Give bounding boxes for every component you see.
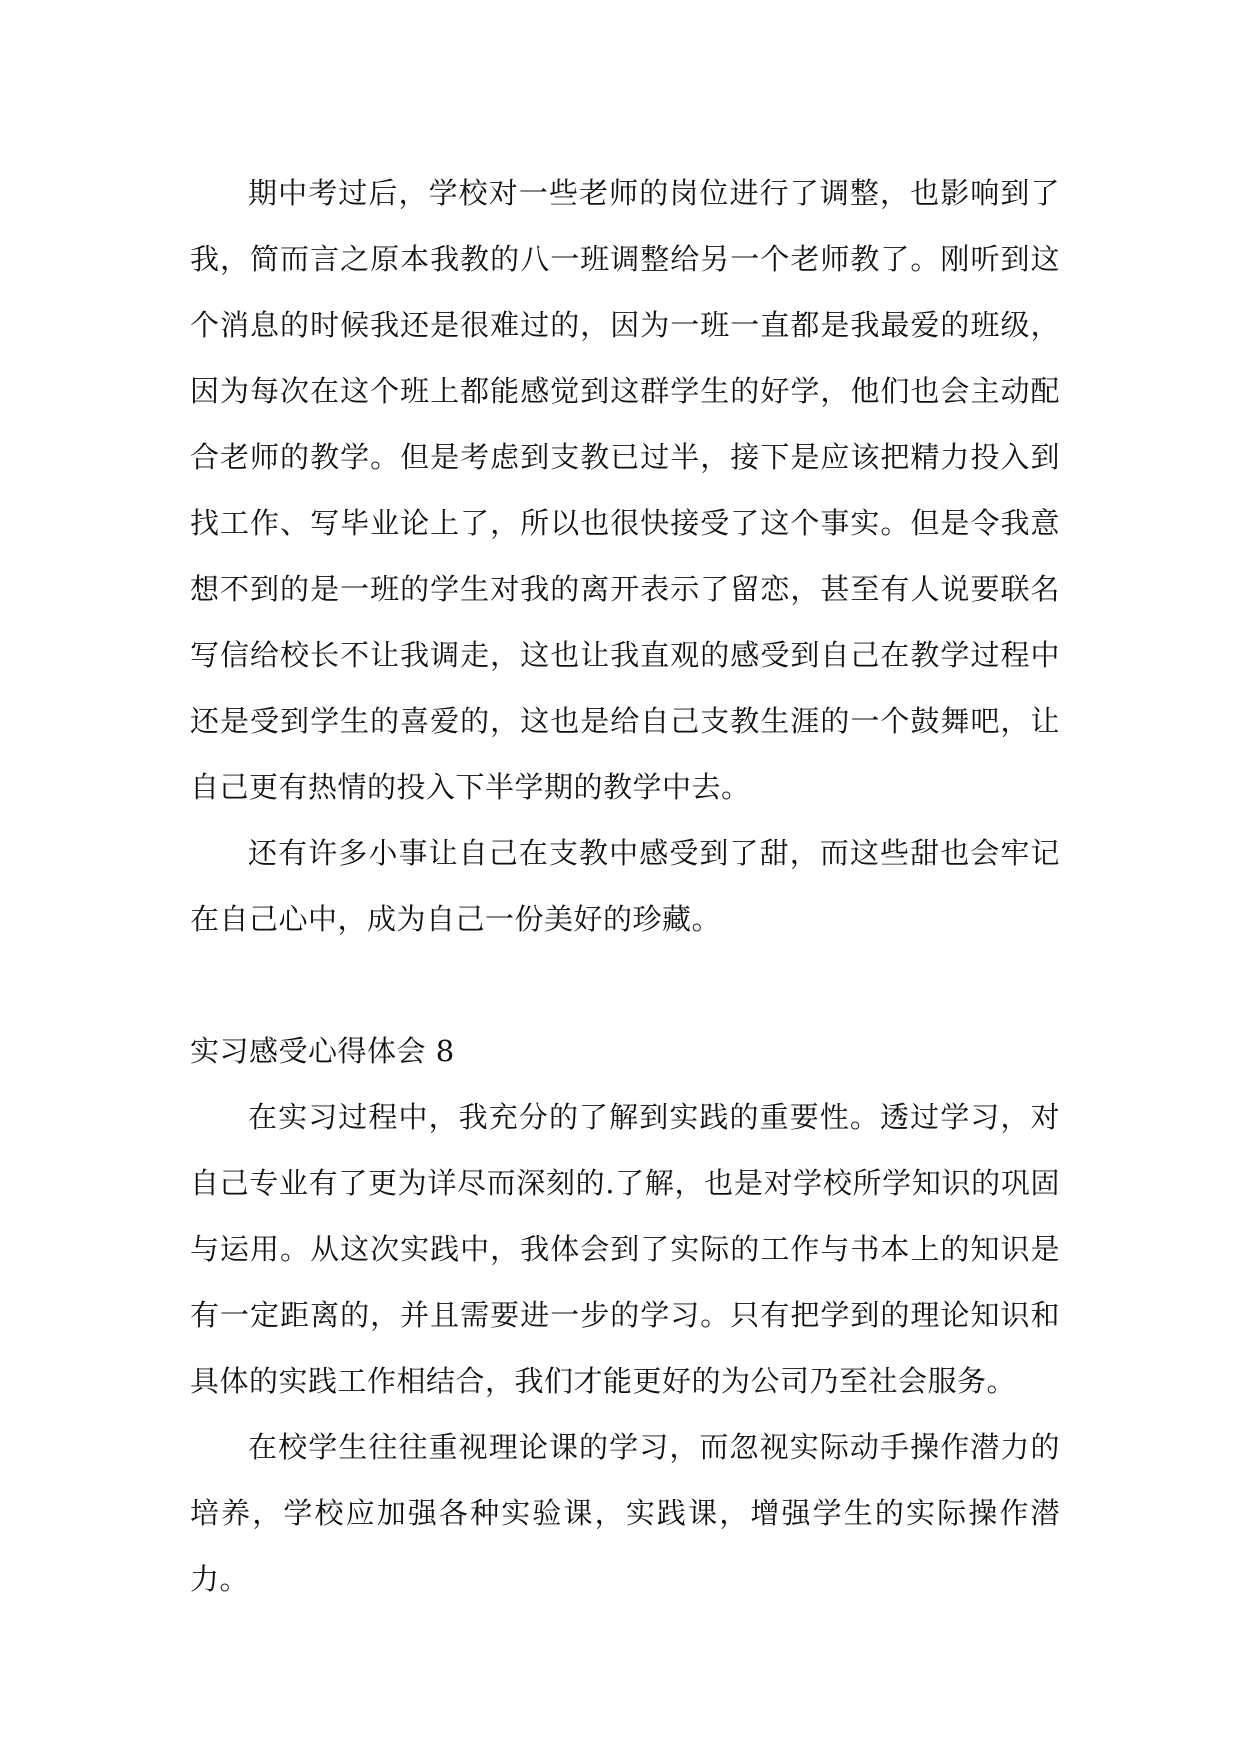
- document-body: [190, 160, 1060, 1612]
- section-heading: 实习感受心得体会 8: [190, 1034, 455, 1068]
- paragraph-small-things: 还有许多小事让自己在支教中感受到了甜，而这些甜也会牢记在自己心中，成为自己一份美好的珍藏。: [190, 836, 1060, 936]
- paragraph-student-ability: 在校学生往往重视理论课的学习，而忽视实际动手操作潜力的培养，学校应加强各种实验课，实践课，增强学生的实际操作潜力。: [190, 1430, 1060, 1596]
- paragraph-internship-practice: 在实习过程中，我充分的了解到实践的重要性。透过学习，对自己专业有了更为详尽而深刻的.了解，也是对学校所学知识的巩固与运用。从这次实践中，我体会到了实际的工作与书本上的知识是有一定距离的，并且需要进一步的学习。只有把学到的理论知识和具体的实践工作相结合，我们才能更好的为公司乃至社会服务。: [190, 1100, 1060, 1398]
- paragraph-teaching-adjustment: 期中考过后，学校对一些老师的岗位进行了调整，也影响到了我，简而言之原本我教的八一班调整给另一个老师教了。刚听到这个消息的时候我还是很难过的，因为一班一直都是我最爱的班级，因为每次在这个班上都能感觉到这群学生的好学，他们也会主动配合老师的教学。但是考虑到支教已过半，接下是应该把精力投入到找工作、写毕业论上了，所以也很快接受了这个事实。但是令我意想不到的是一班的学生对我的离开表示了留恋，甚至有人说要联名写信给校长不让我调走，这也让我直观的感受到自己在教学过程中还是受到学生的喜爱的，这也是给自己支教生涯的一个鼓舞吧，让自己更有热情的投入下半学期的教学中去。: [190, 176, 1060, 804]
